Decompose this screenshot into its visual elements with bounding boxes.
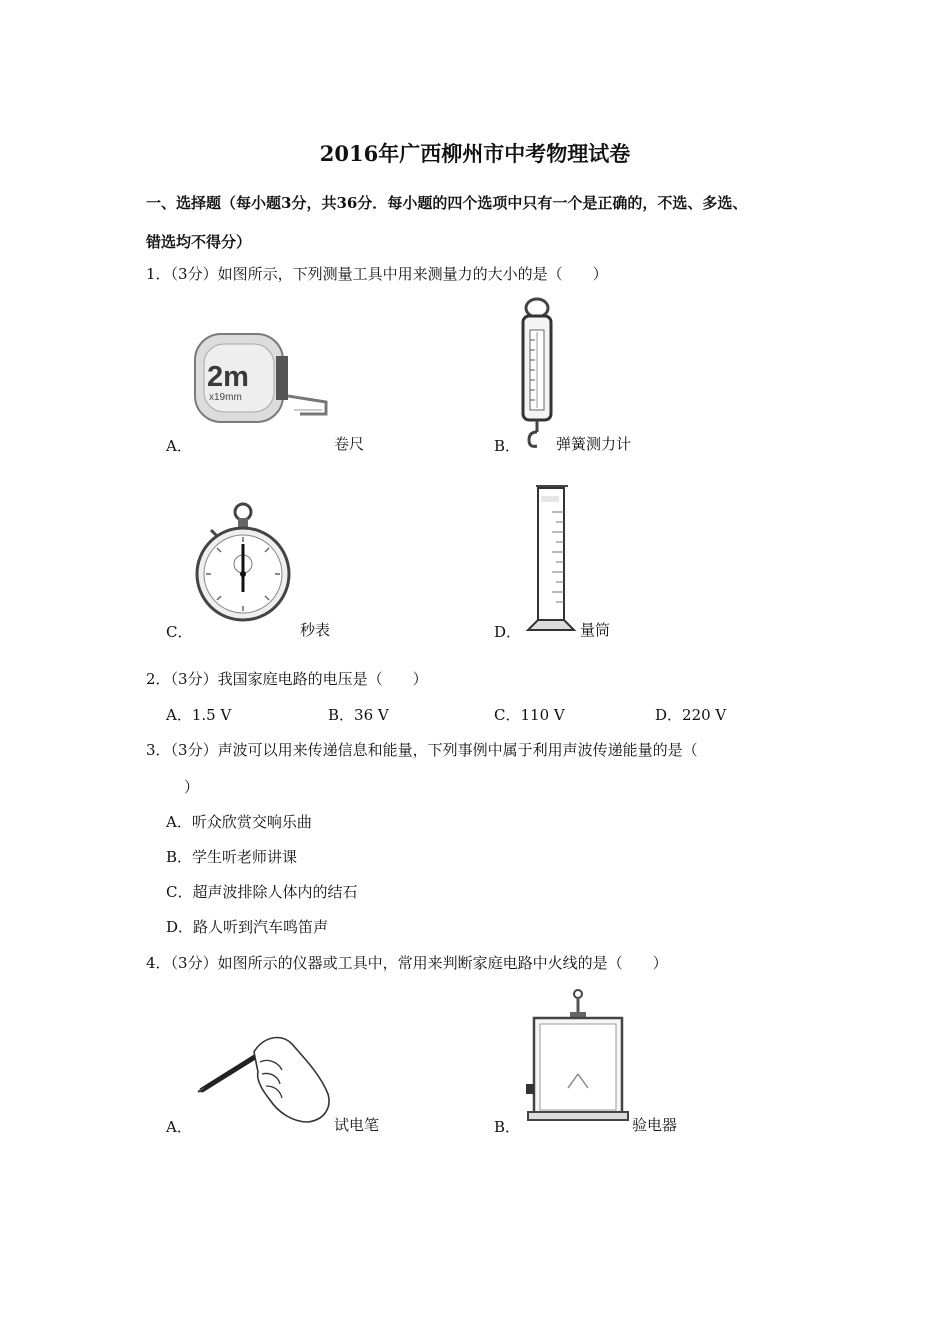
q3-option-c: C．超声波排除人体内的结石 (166, 883, 358, 901)
q1-option-b-letter: B． (494, 437, 521, 455)
q2-option-a: A．1.5 V (166, 706, 232, 724)
tape-measure-sublabel: x19mm (209, 392, 242, 403)
test-pen-icon (196, 1028, 332, 1126)
q1-stem: 1．（3分）如图所示，下列测量工具中用来测量力的大小的是（ ） (146, 265, 608, 283)
q3-option-b: B．学生听老师讲课 (166, 848, 298, 866)
q1-option-a-caption: 卷尺 (334, 435, 365, 453)
q1-option-c-letter: C． (166, 623, 193, 641)
page-title: 2016年广西柳州市中考物理试卷 (319, 141, 631, 166)
spring-scale-icon (514, 296, 560, 452)
q1-option-d-letter: D． (494, 623, 522, 641)
q4-stem: 4．（3分）如图所示的仪器或工具中，常用来判断家庭电路中火线的是（ ） (146, 954, 668, 972)
q3-stem-line2: ） (184, 778, 200, 796)
q4-option-a-letter: A． (166, 1118, 192, 1136)
stopwatch-icon (193, 500, 293, 625)
q3-stem-line1: 3．（3分）声波可以用来传递信息和能量，下列事例中属于利用声波传递能量的是（ (146, 741, 698, 759)
q1-option-d-caption: 量筒 (580, 621, 611, 639)
q1-option-b-caption: 弹簧测力计 (556, 435, 632, 453)
measuring-cylinder-icon (526, 482, 576, 634)
q4-option-a-caption: 试电笔 (334, 1116, 380, 1134)
electroscope-icon (526, 988, 630, 1122)
tape-measure-icon (190, 328, 340, 438)
section-heading-line1: 一、选择题（每小题3分，共36分．每小题的四个选项中只有一个是正确的，不选、多选、 (146, 194, 748, 212)
q1-option-c-caption: 秒表 (300, 621, 331, 639)
q4-option-b-caption: 验电器 (632, 1116, 678, 1134)
q4-option-b-letter: B． (494, 1118, 521, 1136)
q2-option-c: C．110 V (494, 706, 565, 724)
q2-option-d: D．220 V (655, 706, 727, 724)
q2-option-b: B．36 V (328, 706, 389, 724)
q1-option-a-letter: A． (166, 437, 192, 455)
tape-measure-label: 2m (207, 361, 249, 393)
section-heading-line2: 错选均不得分） (146, 233, 252, 251)
q2-stem: 2．（3分）我国家庭电路的电压是（ ） (146, 670, 428, 688)
q3-option-a: A．听众欣赏交响乐曲 (166, 813, 312, 831)
q3-option-d: D．路人听到汽车鸣笛声 (166, 918, 329, 936)
